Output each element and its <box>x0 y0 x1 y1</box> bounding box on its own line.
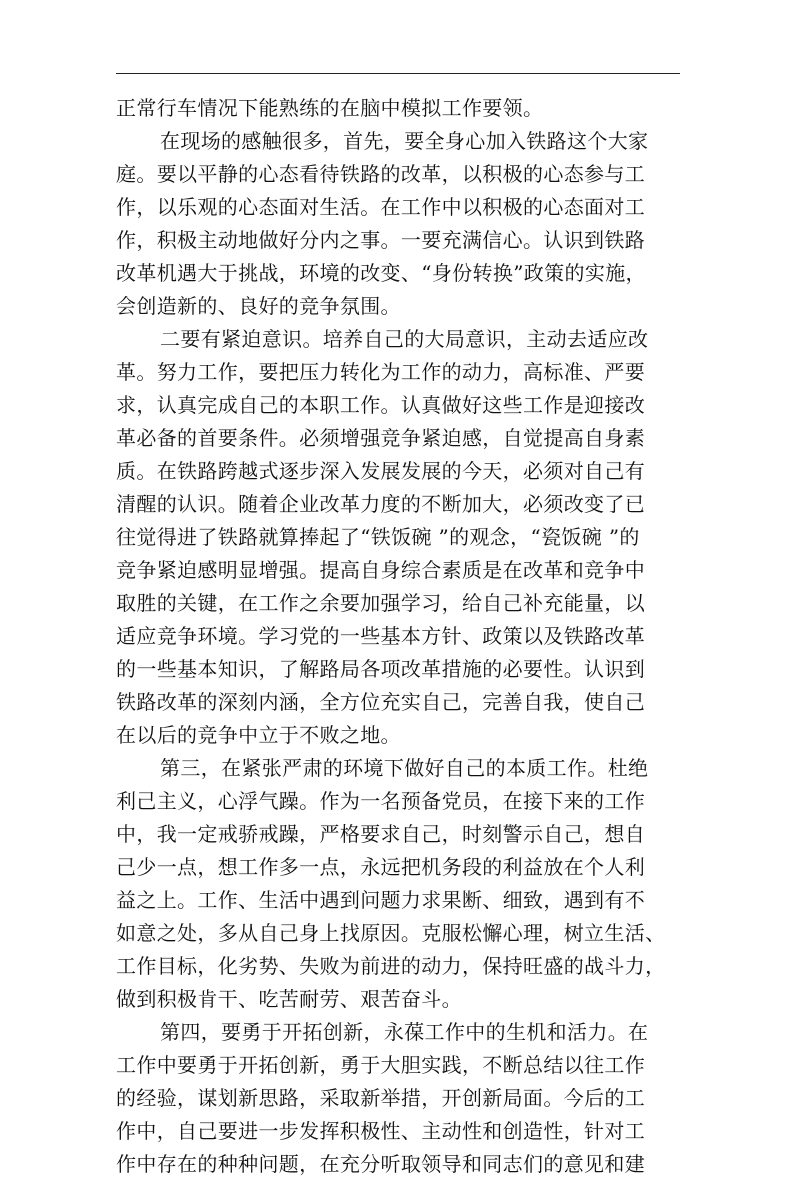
text-line: 作中，自己要进一步发挥积极性、主动性和创造性，针对工 <box>116 1119 646 1143</box>
text-line: 革必备的首要条件。必须增强竞争紧迫感，自觉提高自身素 <box>116 426 646 450</box>
paragraph-first-line: 在现场的感触很多，首先，要全身心加入铁路这个大家 <box>160 129 649 153</box>
text-line: 益之上。工作、生活中遇到问题力求果断、细致，遇到有不 <box>116 888 646 912</box>
text-line: 求，认真完成自己的本职工作。认真做好这些工作是迎接改 <box>116 393 646 417</box>
header-rule <box>116 73 680 74</box>
text-line: 利己主义，心浮气躁。作为一名预备党员，在接下来的工作 <box>116 789 646 813</box>
text-line: 正常行车情况下能熟练的在脑中模拟工作要领。 <box>116 96 544 120</box>
text-line: 适应竞争环境。学习党的一些基本方针、政策以及铁路改革 <box>116 624 646 648</box>
text-line: 铁路改革的深刻内涵，全方位充实自己，完善自我，使自己 <box>116 690 646 714</box>
document-body <box>116 92 688 1181</box>
text-line: 质。在铁路跨越式逐步深入发展发展的今天，必须对自己有 <box>116 459 646 483</box>
text-line: 的一些基本知识，了解路局各项改革措施的必要性。认识到 <box>116 657 646 681</box>
text-line: 中，我一定戒骄戒躁，严格要求自己，时刻警示自己，想自 <box>116 822 646 846</box>
text-line: 作中存在的种种问题，在充分听取领导和同志们的意见和建 <box>116 1152 646 1176</box>
text-line: 革。努力工作，要把压力转化为工作的动力，高标准、严要 <box>116 360 646 384</box>
paragraph-first-line: 第四，要勇于开拓创新，永葆工作中的生机和活力。在 <box>160 1020 649 1044</box>
text-line: 清醒的认识。随着企业改革力度的不断加大，必须改变了已 <box>116 492 646 516</box>
text-line: 作，积极主动地做好分内之事。一要充满信心。认识到铁路 <box>116 228 646 252</box>
text-line: 做到积极肯干、吃苦耐劳、艰苦奋斗。 <box>116 987 462 1011</box>
text-line: 己少一点，想工作多一点，永远把机务段的利益放在个人利 <box>116 855 646 879</box>
text-line: 在以后的竞争中立于不败之地。 <box>116 723 401 747</box>
text-line: 作，以乐观的心态面对生活。在工作中以积极的心态面对工 <box>116 195 646 219</box>
text-line: 工作中要勇于开拓创新，勇于大胆实践，不断总结以往工作 <box>116 1053 646 1077</box>
text-line: 往觉得进了铁路就算捧起了“铁饭碗 ”的观念，“瓷饭碗 ”的 <box>116 525 640 549</box>
text-line: 改革机遇大于挑战，环境的改变、“身份转换”政策的实施， <box>116 261 646 285</box>
text-line: 竞争紧迫感明显增强。提高自身综合素质是在改革和竞争中 <box>116 558 646 582</box>
text-line: 如意之处，多从自己身上找原因。克服松懈心理，树立生活、 <box>116 921 666 945</box>
text-line: 取胜的关键，在工作之余要加强学习，给自己补充能量，以 <box>116 591 646 615</box>
paragraph-first-line: 二要有紧迫意识。培养自己的大局意识，主动去适应改 <box>160 327 649 351</box>
paragraph-first-line: 第三，在紧张严肃的环境下做好自己的本质工作。杜绝 <box>160 756 649 780</box>
text-line: 工作目标，化劣势、失败为前进的动力，保持旺盛的战斗力， <box>116 954 666 978</box>
text-line: 会创造新的、良好的竞争氛围。 <box>116 294 401 318</box>
text-line: 庭。要以平静的心态看待铁路的改革，以积极的心态参与工 <box>116 162 646 186</box>
text-line: 的经验，谋划新思路，采取新举措，开创新局面。今后的工 <box>116 1086 646 1110</box>
